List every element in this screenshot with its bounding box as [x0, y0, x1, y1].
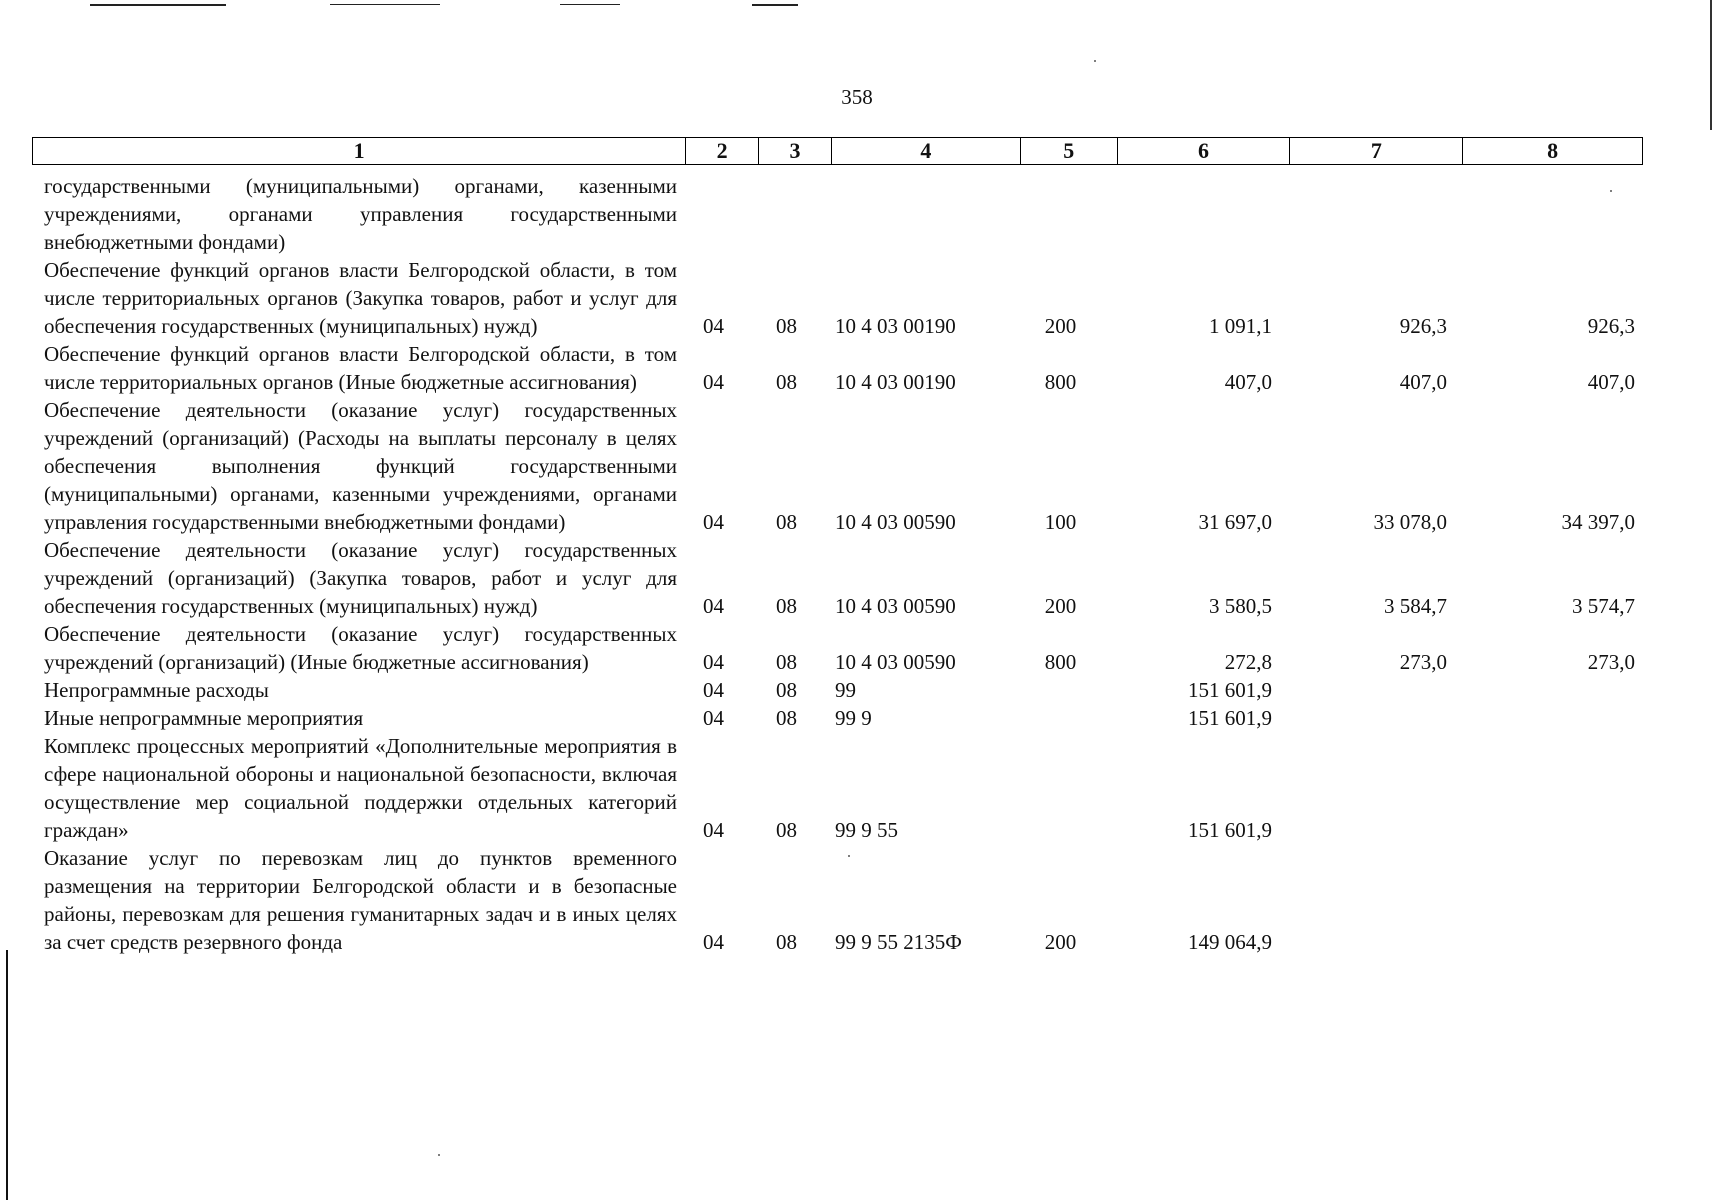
row-description: Непрограммные расходы — [44, 678, 269, 702]
cell-amount-6: 3 580,5 — [1209, 594, 1272, 618]
cell-subsection: 08 — [776, 650, 797, 674]
scan-artifact-line — [560, 4, 620, 5]
row-description: Обеспечение деятельности (оказание услуг) государственных учреждений (организаций) (Закупка товаров, работ и услуг для обеспечения государственных (муниципальных) нужд) — [44, 538, 677, 618]
cell-subsection: 08 — [776, 678, 797, 702]
cell-amount-6: 151 601,9 — [1188, 678, 1272, 702]
table-row — [32, 844, 1643, 956]
cell-target-article: 10 4 03 00590 — [835, 510, 956, 534]
scan-speck — [1094, 60, 1096, 62]
column-header-5: 5 — [1021, 138, 1118, 164]
cell-section: 04 — [703, 706, 724, 730]
cell-target-article: 10 4 03 00190 — [835, 370, 956, 394]
row-description: Обеспечение функций органов власти Белгородской области, в том числе территориальных органов (Иные бюджетные ассигнования) — [44, 342, 677, 394]
cell-section: 04 — [703, 650, 724, 674]
cell-amount-6: 407,0 — [1224, 370, 1272, 394]
row-description: Обеспечение деятельности (оказание услуг) государственных учреждений (организаций) (Иные бюджетные ассигнования) — [44, 622, 677, 674]
cell-subsection: 08 — [776, 818, 797, 842]
cell-section: 04 — [703, 594, 724, 618]
table-row — [32, 732, 1643, 844]
cell-target-article: 99 — [835, 678, 856, 702]
row-description: Обеспечение функций органов власти Белгородской области, в том числе территориальных органов (Закупка товаров, работ и услуг для обеспечения государственных (муниципальных) нужд) — [44, 258, 677, 338]
cell-amount-7: 273,0 — [1399, 650, 1447, 674]
row-description: Иные непрограммные мероприятия — [44, 706, 364, 730]
cell-expense-type: 800 — [1044, 370, 1077, 394]
cell-amount-7: 926,3 — [1399, 314, 1447, 338]
cell-amount-6: 149 064,9 — [1188, 930, 1272, 954]
scan-artifact-line — [330, 4, 440, 5]
cell-amount-8: 926,3 — [1587, 314, 1635, 338]
table-row — [32, 172, 1643, 256]
row-description: Оказание услуг по перевозкам лиц до пунктов временного размещения на территории Белгородской области и в безопасные районы, перевозкам для решения гуманитарных задач и в иных целях за счет средств резервного фонда — [44, 846, 677, 954]
table-row — [32, 396, 1643, 536]
cell-amount-7: 3 584,7 — [1384, 594, 1447, 618]
cell-expense-type: 200 — [1044, 314, 1077, 338]
column-header-4: 4 — [832, 138, 1021, 164]
cell-amount-6: 1 091,1 — [1209, 314, 1272, 338]
cell-section: 04 — [703, 930, 724, 954]
table-row — [32, 256, 1643, 340]
cell-subsection: 08 — [776, 314, 797, 338]
column-header-6: 6 — [1118, 138, 1291, 164]
table-header — [32, 137, 1643, 165]
cell-subsection: 08 — [776, 706, 797, 730]
cell-target-article: 99 9 55 — [835, 818, 898, 842]
cell-expense-type: 200 — [1044, 930, 1077, 954]
cell-subsection: 08 — [776, 930, 797, 954]
cell-subsection: 08 — [776, 594, 797, 618]
cell-target-article: 99 9 — [835, 706, 872, 730]
cell-amount-7: 407,0 — [1399, 370, 1447, 394]
table-row — [32, 620, 1643, 676]
scan-artifact-line — [90, 4, 226, 6]
table-row — [32, 676, 1643, 704]
cell-amount-8: 407,0 — [1587, 370, 1635, 394]
row-description: Комплекс процессных мероприятий «Дополнительные мероприятия в сфере национальной обороны и национальной безопасности, включая осуществление мер социальной поддержки отдельных категорий граждан» — [44, 734, 677, 842]
table-row — [32, 340, 1643, 396]
cell-amount-6: 151 601,9 — [1188, 706, 1272, 730]
row-description: Обеспечение деятельности (оказание услуг) государственных учреждений (организаций) (Расходы на выплаты персоналу в целях обеспечения выполнения функций государственными (муниципальными) органами, казенными учреждениями, органами управления государственными внебюджетными фондами) — [44, 398, 677, 534]
cell-expense-type: 100 — [1044, 510, 1077, 534]
cell-section: 04 — [703, 678, 724, 702]
cell-expense-type: 200 — [1044, 594, 1077, 618]
column-header-8: 8 — [1547, 138, 1559, 163]
cell-section: 04 — [703, 818, 724, 842]
cell-amount-6: 272,8 — [1224, 650, 1272, 674]
row-description: государственными (муниципальными) органами, казенными учреждениями, органами управления государственными внебюджетными фондами) — [44, 174, 677, 254]
cell-amount-8: 34 397,0 — [1561, 510, 1635, 534]
cell-target-article: 10 4 03 00590 — [835, 594, 956, 618]
scan-artifact-line — [752, 4, 798, 6]
cell-expense-type: 800 — [1044, 650, 1077, 674]
cell-amount-6: 151 601,9 — [1188, 818, 1272, 842]
cell-amount-8: 273,0 — [1587, 650, 1635, 674]
cell-section: 04 — [703, 510, 724, 534]
column-header-1: 1 — [33, 138, 686, 164]
cell-section: 04 — [703, 370, 724, 394]
scan-edge-line — [6, 950, 8, 1200]
budget-table-body — [32, 172, 1643, 956]
cell-target-article: 99 9 55 2135Ф — [835, 930, 962, 954]
column-header-3: 3 — [759, 138, 832, 164]
scan-speck — [438, 1154, 440, 1156]
cell-subsection: 08 — [776, 510, 797, 534]
page-number: 358 — [841, 85, 873, 109]
cell-target-article: 10 4 03 00590 — [835, 650, 956, 674]
table-row — [32, 704, 1643, 732]
cell-subsection: 08 — [776, 370, 797, 394]
scan-edge-line — [1710, 0, 1712, 130]
table-row — [32, 536, 1643, 620]
cell-section: 04 — [703, 314, 724, 338]
cell-amount-7: 33 078,0 — [1373, 510, 1447, 534]
column-header-7: 7 — [1290, 138, 1463, 164]
column-header-2: 2 — [686, 138, 759, 164]
cell-amount-6: 31 697,0 — [1198, 510, 1272, 534]
cell-amount-8: 3 574,7 — [1572, 594, 1635, 618]
cell-target-article: 10 4 03 00190 — [835, 314, 956, 338]
